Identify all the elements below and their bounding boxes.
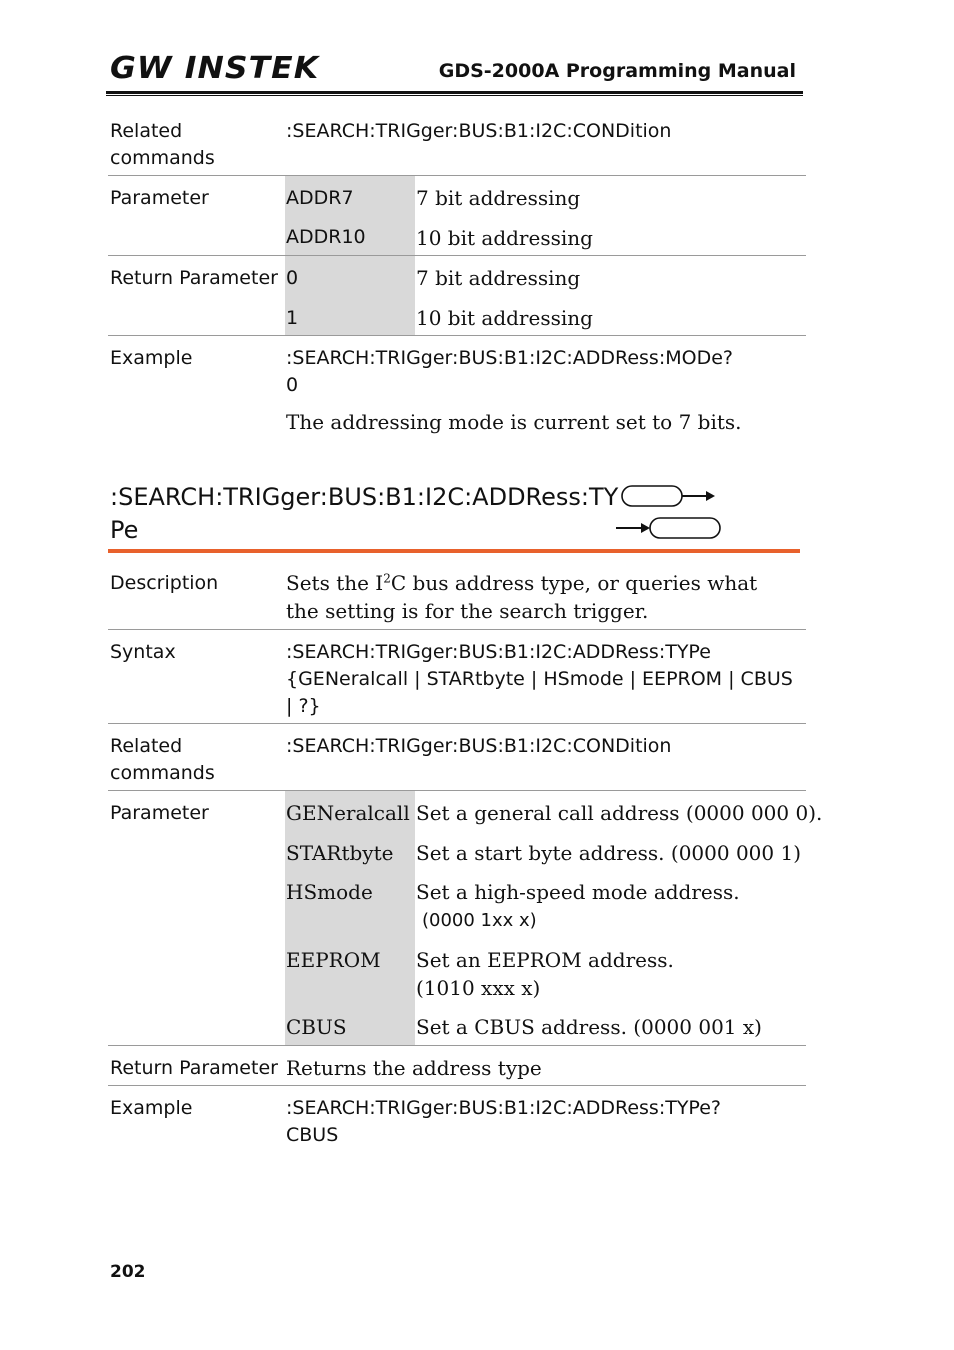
example-label: Example	[110, 1097, 193, 1119]
related-commands-label: Related commands	[110, 120, 215, 169]
return-desc: 7 bit addressing	[416, 266, 581, 290]
row-divider	[108, 1045, 806, 1046]
command-title-line1: :SEARCH:TRIGger:BUS:B1:I2C:ADDRess:TY	[110, 483, 619, 511]
row-divider	[108, 723, 806, 724]
param-name: GENeralcall	[286, 801, 410, 825]
example-note: The addressing mode is current set to 7 bits.	[286, 410, 742, 434]
return-name: 0	[286, 267, 299, 289]
param-desc-extra: (1010 xxx x)	[416, 976, 541, 1000]
command-title-line2: Pe	[110, 516, 139, 544]
syntax-line: | ?}	[286, 695, 321, 717]
param-name-column-bg	[285, 791, 415, 1045]
query-icon	[616, 518, 720, 538]
row-divider	[108, 175, 806, 176]
set-query-icon	[614, 482, 724, 542]
param-desc: Set a high-speed mode address.	[416, 880, 740, 904]
parameter-label: Parameter	[110, 802, 209, 824]
row-divider	[108, 1085, 806, 1086]
header-rule-thin	[106, 95, 803, 96]
param-desc: Set a general call address (0000 000 0).	[416, 801, 823, 825]
header-rule	[106, 91, 803, 94]
example-code: :SEARCH:TRIGger:BUS:B1:I2C:ADDRess:TYPe?	[286, 1097, 721, 1119]
example-code: :SEARCH:TRIGger:BUS:B1:I2C:ADDRess:MODe?	[286, 347, 733, 369]
parameter-label: Parameter	[110, 187, 209, 209]
example-result: CBUS	[286, 1124, 339, 1146]
return-desc: 10 bit addressing	[416, 306, 593, 330]
param-name: HSmode	[286, 880, 373, 904]
param-desc: Set a start byte address. (0000 000 1)	[416, 841, 802, 865]
section-rule	[108, 549, 800, 553]
param-name: CBUS	[286, 1015, 347, 1039]
command-title	[110, 481, 620, 547]
param-desc: Set an EEPROM address.	[416, 948, 674, 972]
related-commands-value: :SEARCH:TRIGger:BUS:B1:I2C:CONDition	[286, 120, 672, 142]
param-desc-extra: (0000 1xx x)	[422, 910, 537, 931]
syntax-line: {GENeralcall | STARtbyte | HSmode | EEPROM | CBUS	[286, 668, 793, 690]
return-parameter-value: Returns the address type	[286, 1056, 542, 1080]
brand-logo: GW INSTEK	[110, 51, 320, 86]
return-parameter-label: Return Parameter	[110, 1057, 278, 1079]
example-label: Example	[110, 347, 193, 369]
param-name: STARtbyte	[286, 841, 394, 865]
syntax-label: Syntax	[110, 641, 176, 663]
related-commands-label: Related commands	[110, 735, 215, 784]
description-text: Sets the $I^2C$ bus address type, or queries what the setting is for the search trigger.	[286, 571, 758, 623]
param-name: ADDR10	[286, 226, 366, 248]
return-name: 1	[286, 307, 299, 329]
return-parameter-label: Return Parameter	[110, 267, 278, 289]
return-name-column-bg	[285, 256, 415, 335]
param-desc: 7 bit addressing	[416, 186, 581, 210]
set-icon	[622, 486, 715, 506]
param-name: EEPROM	[286, 948, 381, 972]
description-label: Description	[110, 572, 219, 594]
related-commands-value: :SEARCH:TRIGger:BUS:B1:I2C:CONDition	[286, 735, 672, 757]
row-divider	[108, 629, 806, 630]
page-number: 202	[110, 1262, 146, 1282]
param-desc: 10 bit addressing	[416, 226, 593, 250]
param-name: ADDR7	[286, 187, 354, 209]
example-result: 0	[286, 374, 299, 396]
syntax-line: :SEARCH:TRIGger:BUS:B1:I2C:ADDRess:TYPe	[286, 641, 711, 663]
row-divider	[108, 790, 806, 791]
manual-title: GDS-2000A Programming Manual	[438, 60, 796, 82]
row-divider	[108, 255, 806, 256]
row-divider	[108, 335, 806, 336]
param-desc: Set a CBUS address. (0000 001 x)	[416, 1015, 762, 1039]
